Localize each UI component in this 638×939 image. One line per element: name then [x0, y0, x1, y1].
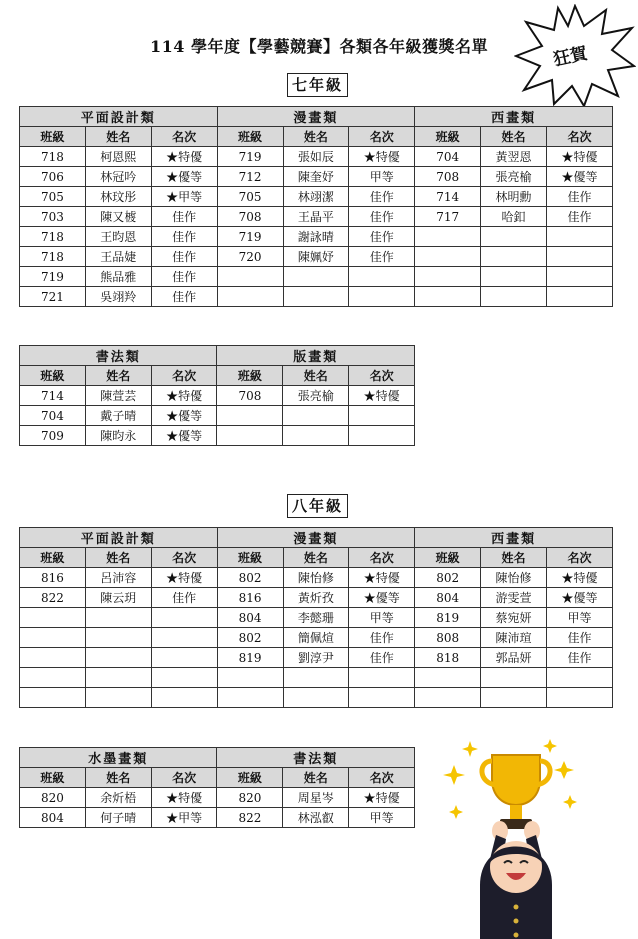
rank-cell	[547, 247, 613, 267]
class-cell: 718	[20, 227, 86, 247]
name-cell: 余炘梧	[85, 788, 151, 808]
category-header-row	[20, 346, 415, 366]
table-row	[20, 167, 613, 187]
name-cell: 林翊潔	[283, 187, 349, 207]
class-header: 班級	[20, 768, 86, 788]
name-cell	[481, 688, 547, 708]
rank-cell	[151, 608, 217, 628]
class-header: 班級	[20, 127, 86, 147]
class-cell: 717	[415, 207, 481, 227]
rank-cell: 佳作	[349, 247, 415, 267]
table-row	[20, 207, 613, 227]
class-header: 班級	[217, 127, 283, 147]
grade8-awards-table-1	[19, 527, 613, 708]
class-cell	[415, 287, 481, 307]
category-header-row	[20, 748, 415, 768]
class-cell: 819	[217, 648, 283, 668]
class-cell	[217, 287, 283, 307]
name-cell: 陳昀永	[85, 426, 151, 446]
category-header: 平面設計類	[20, 528, 218, 548]
name-cell: 郭品妍	[481, 648, 547, 668]
class-header: 班級	[20, 366, 86, 386]
class-cell: 704	[20, 406, 86, 426]
name-cell: 陳沛瑄	[481, 628, 547, 648]
class-cell: 804	[217, 608, 283, 628]
rank-cell	[151, 688, 217, 708]
rank-cell	[349, 406, 415, 426]
class-cell: 719	[20, 267, 86, 287]
table-row	[20, 788, 415, 808]
class-cell: 703	[20, 207, 86, 227]
category-header: 版畫類	[217, 346, 415, 366]
name-cell: 吳翊羚	[85, 287, 151, 307]
rank-cell: ★特優	[547, 147, 613, 167]
name-cell: 王昀恩	[85, 227, 151, 247]
name-cell: 游雯萱	[481, 588, 547, 608]
class-cell: 705	[217, 187, 283, 207]
name-cell: 陳又榩	[85, 207, 151, 227]
name-cell	[85, 668, 151, 688]
rank-cell	[547, 227, 613, 247]
rank-cell	[547, 688, 613, 708]
rank-cell	[547, 287, 613, 307]
class-header: 班級	[217, 366, 283, 386]
name-cell	[283, 287, 349, 307]
class-cell: 714	[20, 386, 86, 406]
name-cell	[85, 608, 151, 628]
name-cell: 林明勳	[481, 187, 547, 207]
category-header: 平面設計類	[20, 107, 218, 127]
table-row	[20, 668, 613, 688]
rank-header: 名次	[151, 548, 217, 568]
name-cell: 周星岑	[283, 788, 349, 808]
name-cell: 陳怡修	[283, 568, 349, 588]
class-cell: 706	[20, 167, 86, 187]
rank-cell: ★甲等	[151, 808, 217, 828]
table-row	[20, 187, 613, 207]
rank-cell	[349, 668, 415, 688]
name-cell: 黃翌恩	[481, 147, 547, 167]
class-cell	[20, 628, 86, 648]
rank-cell	[151, 648, 217, 668]
trophy-student-icon	[440, 735, 610, 939]
grade7-awards-table-2	[19, 345, 415, 446]
name-cell: 柯恩熙	[85, 147, 151, 167]
rank-cell: ★特優	[547, 568, 613, 588]
rank-cell	[151, 668, 217, 688]
rank-cell: 佳作	[349, 628, 415, 648]
name-header: 姓名	[85, 127, 151, 147]
rank-header: 名次	[349, 366, 415, 386]
name-cell: 熊品雅	[85, 267, 151, 287]
rank-cell: 佳作	[547, 207, 613, 227]
class-cell: 804	[415, 588, 481, 608]
class-header: 班級	[415, 127, 481, 147]
name-header: 姓名	[283, 127, 349, 147]
category-header-row	[20, 107, 613, 127]
rank-cell: ★優等	[151, 406, 217, 426]
class-cell	[415, 227, 481, 247]
rank-cell: 佳作	[151, 247, 217, 267]
table-row	[20, 648, 613, 668]
rank-header: 名次	[547, 127, 613, 147]
name-header: 姓名	[481, 127, 547, 147]
class-cell: 818	[415, 648, 481, 668]
rank-cell: ★特優	[151, 788, 217, 808]
class-cell	[217, 688, 283, 708]
name-cell	[85, 648, 151, 668]
class-cell: 708	[217, 207, 283, 227]
class-cell: 808	[415, 628, 481, 648]
name-cell: 李懿珊	[283, 608, 349, 628]
rank-cell: 甲等	[349, 808, 415, 828]
name-cell: 謝詠晴	[283, 227, 349, 247]
table-row	[20, 688, 613, 708]
category-header: 漫畫類	[217, 528, 415, 548]
name-header: 姓名	[283, 548, 349, 568]
class-cell: 720	[217, 247, 283, 267]
class-cell: 816	[20, 568, 86, 588]
name-cell: 陳怡修	[481, 568, 547, 588]
name-cell: 陳姵妤	[283, 247, 349, 267]
name-cell	[481, 247, 547, 267]
rank-cell: 甲等	[349, 608, 415, 628]
rank-cell	[349, 426, 415, 446]
name-cell: 林冠吟	[85, 167, 151, 187]
name-cell	[481, 267, 547, 287]
table-row	[20, 808, 415, 828]
rank-cell	[349, 688, 415, 708]
page-title: 114 學年度【學藝競賽】各類各年級獲獎名單	[150, 37, 488, 56]
rank-cell	[349, 267, 415, 287]
class-cell	[217, 426, 283, 446]
name-cell: 張亮榆	[283, 386, 349, 406]
category-header: 書法類	[20, 346, 217, 366]
table-row	[20, 267, 613, 287]
rank-cell: ★優等	[349, 588, 415, 608]
class-cell: 802	[217, 568, 283, 588]
rank-cell: 佳作	[151, 287, 217, 307]
name-header: 姓名	[85, 768, 151, 788]
rank-cell: ★優等	[547, 167, 613, 187]
class-header: 班級	[20, 548, 86, 568]
rank-cell: ★甲等	[151, 187, 217, 207]
class-cell: 704	[415, 147, 481, 167]
rank-cell: ★優等	[151, 167, 217, 187]
class-cell: 708	[415, 167, 481, 187]
table-row	[20, 287, 613, 307]
rank-header: 名次	[151, 366, 217, 386]
name-cell	[85, 628, 151, 648]
rank-cell: 佳作	[349, 207, 415, 227]
rank-cell: 佳作	[151, 267, 217, 287]
rank-header: 名次	[151, 768, 217, 788]
class-header: 班級	[415, 548, 481, 568]
name-header: 姓名	[85, 366, 151, 386]
table-row	[20, 608, 613, 628]
name-cell	[283, 668, 349, 688]
congrats-badge: 狂賀	[551, 43, 590, 71]
rank-cell: ★特優	[349, 147, 415, 167]
name-cell: 劉淳尹	[283, 648, 349, 668]
rank-header: 名次	[349, 768, 415, 788]
name-cell: 呂沛容	[85, 568, 151, 588]
class-cell: 822	[20, 588, 86, 608]
name-cell: 王晶平	[283, 207, 349, 227]
rank-cell: ★特優	[349, 788, 415, 808]
rank-cell: ★特優	[349, 568, 415, 588]
rank-header: 名次	[349, 548, 415, 568]
table-row	[20, 568, 613, 588]
class-cell: 719	[217, 227, 283, 247]
table-row	[20, 247, 613, 267]
table-row	[20, 227, 613, 247]
column-header-row	[20, 548, 613, 568]
table-row	[20, 386, 415, 406]
name-cell: 哈釦	[481, 207, 547, 227]
column-header-row	[20, 127, 613, 147]
name-cell: 陳萱芸	[85, 386, 151, 406]
class-cell: 820	[20, 788, 86, 808]
name-header: 姓名	[283, 768, 349, 788]
rank-cell: 佳作	[151, 588, 217, 608]
class-cell	[415, 267, 481, 287]
name-cell: 簡佩煊	[283, 628, 349, 648]
name-cell	[481, 227, 547, 247]
table-row	[20, 588, 613, 608]
rank-cell: 甲等	[349, 167, 415, 187]
class-cell: 816	[217, 588, 283, 608]
name-cell	[283, 406, 349, 426]
class-cell: 822	[217, 808, 283, 828]
rank-cell: 佳作	[349, 187, 415, 207]
name-cell: 林泓叡	[283, 808, 349, 828]
rank-cell: 佳作	[547, 628, 613, 648]
rank-cell: ★特優	[151, 568, 217, 588]
rank-cell: 佳作	[547, 187, 613, 207]
class-cell: 802	[217, 628, 283, 648]
name-cell: 林玟彤	[85, 187, 151, 207]
rank-cell: 佳作	[151, 227, 217, 247]
table-row	[20, 426, 415, 446]
name-cell	[481, 287, 547, 307]
rank-header: 名次	[547, 548, 613, 568]
table-row	[20, 147, 613, 167]
rank-cell: ★特優	[151, 147, 217, 167]
name-header: 姓名	[85, 548, 151, 568]
rank-cell: ★特優	[349, 386, 415, 406]
category-header: 水墨畫類	[20, 748, 217, 768]
rank-cell: 佳作	[349, 227, 415, 247]
category-header: 西畫類	[415, 528, 613, 548]
rank-cell: ★優等	[547, 588, 613, 608]
class-cell	[415, 668, 481, 688]
rank-cell	[547, 668, 613, 688]
class-cell	[20, 648, 86, 668]
class-cell: 719	[217, 147, 283, 167]
class-header: 班級	[217, 548, 283, 568]
class-cell	[415, 247, 481, 267]
name-cell	[283, 267, 349, 287]
table-row	[20, 406, 415, 426]
name-cell: 戴子晴	[85, 406, 151, 426]
class-cell	[217, 267, 283, 287]
class-cell: 714	[415, 187, 481, 207]
grade8-awards-table-2	[19, 747, 415, 828]
name-cell: 蔡宛妍	[481, 608, 547, 628]
class-cell: 819	[415, 608, 481, 628]
name-header: 姓名	[283, 366, 349, 386]
class-cell: 709	[20, 426, 86, 446]
name-cell: 黃炘孜	[283, 588, 349, 608]
table-row	[20, 628, 613, 648]
class-cell	[20, 668, 86, 688]
column-header-row	[20, 366, 415, 386]
class-cell	[20, 688, 86, 708]
column-header-row	[20, 768, 415, 788]
grade7-awards-table-1	[19, 106, 613, 307]
name-cell	[283, 688, 349, 708]
grade7-label: 七年級	[287, 73, 348, 97]
class-cell	[415, 688, 481, 708]
class-cell	[217, 406, 283, 426]
category-header-row	[20, 528, 613, 548]
rank-cell: 佳作	[151, 207, 217, 227]
class-cell	[217, 668, 283, 688]
class-cell: 721	[20, 287, 86, 307]
category-header: 漫畫類	[217, 107, 415, 127]
rank-cell: 甲等	[547, 608, 613, 628]
rank-header: 名次	[349, 127, 415, 147]
rank-cell	[349, 287, 415, 307]
name-cell	[283, 426, 349, 446]
rank-cell: ★優等	[151, 426, 217, 446]
class-cell: 718	[20, 247, 86, 267]
rank-cell	[151, 628, 217, 648]
rank-header: 名次	[151, 127, 217, 147]
name-cell: 陳云玥	[85, 588, 151, 608]
class-cell: 802	[415, 568, 481, 588]
name-cell	[85, 688, 151, 708]
rank-cell: 佳作	[349, 648, 415, 668]
class-cell: 820	[217, 788, 283, 808]
name-cell: 何子晴	[85, 808, 151, 828]
class-header: 班級	[217, 768, 283, 788]
name-header: 姓名	[481, 548, 547, 568]
class-cell: 708	[217, 386, 283, 406]
class-cell: 712	[217, 167, 283, 187]
category-header: 西畫類	[415, 107, 613, 127]
grade8-label: 八年級	[287, 494, 348, 518]
rank-cell: 佳作	[547, 648, 613, 668]
class-cell: 705	[20, 187, 86, 207]
class-cell: 804	[20, 808, 86, 828]
name-cell: 張如辰	[283, 147, 349, 167]
rank-cell	[547, 267, 613, 287]
class-cell: 718	[20, 147, 86, 167]
rank-cell: ★特優	[151, 386, 217, 406]
name-cell: 陳奎妤	[283, 167, 349, 187]
class-cell	[20, 608, 86, 628]
name-cell: 張亮榆	[481, 167, 547, 187]
name-cell: 王品婕	[85, 247, 151, 267]
category-header: 書法類	[217, 748, 415, 768]
name-cell	[481, 668, 547, 688]
